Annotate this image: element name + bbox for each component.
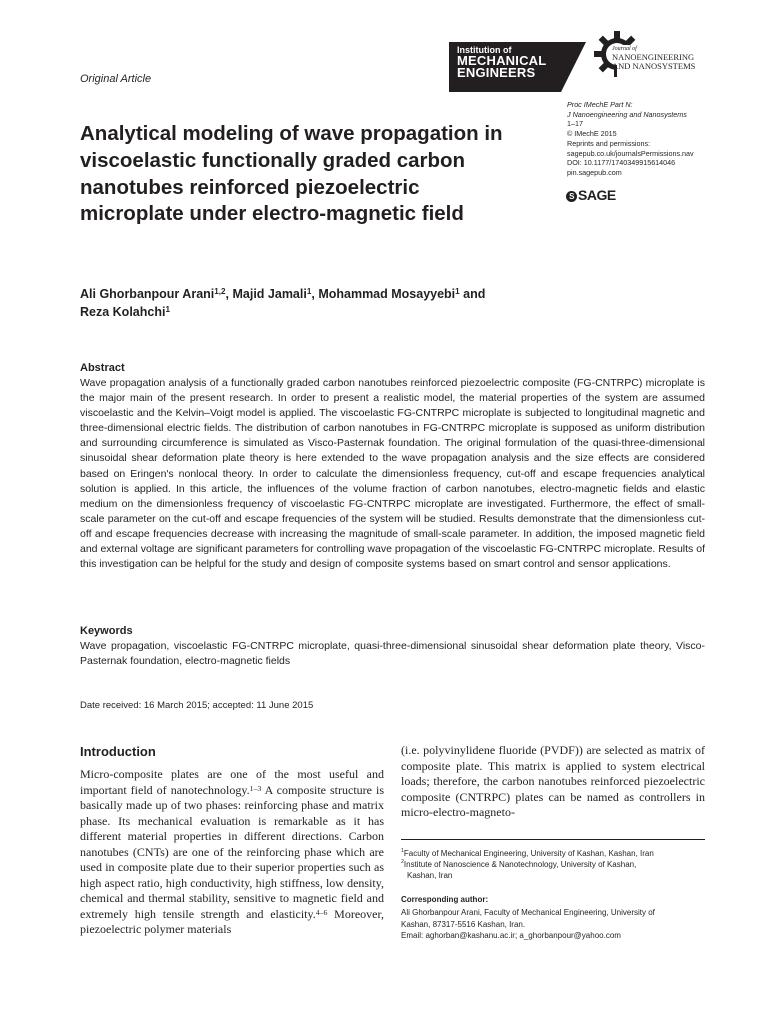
corresponding-author [401,907,705,942]
sage-logo [566,187,616,203]
affiliation-2 [401,859,705,870]
keywords-text: Wave propagation, viscoelastic FG-CNTRPC microplate, quasi-three-dimensional sinusoidal shear deformation plate theory, Visco-Pasternak foundation, electro-magnetic fields [80,640,705,668]
corr-line: Ali Ghorbanpour Arani, Faculty of Mechanical Engineering, University of [401,908,655,917]
meta-journal-name: J Nanoengineering and Nanosystems [567,109,687,119]
affiliation-text: Faculty of Mechanical Engineering, University of Kashan, Kashan, Iran [403,849,654,858]
corr-email[interactable]: Email: aghorban@kashanu.ac.ir; a_ghorbanpour@yahoo.com [401,931,621,940]
introduction-heading: Introduction [80,744,156,759]
footnote-divider [401,839,705,840]
article-type: Original Article [80,73,152,85]
author-affiliation: 1 [165,305,170,314]
publisher-line2: MECHANICAL [457,53,547,68]
meta-pages: 1–17 [567,119,583,129]
meta-doi[interactable]: DOI: 10.1177/1740349915614046 [567,158,676,168]
publication-meta [567,100,717,178]
date-received: Date received: 16 March 2015; accepted: 11 June 2015 [80,700,314,711]
keywords-heading: Keywords [80,625,133,637]
journal-name [612,46,695,70]
author-name: Majid Jamali [232,287,307,301]
introduction-right-column: (i.e. polyvinylidene fluoride (PVDF)) are selected as matrix of composite plate. This matrix is applied to system electrical loads; therefore, the carbon nanotubes reinforced piezoelectric composite (CNTRPC) plates can be named as controllers in micro-electro-magneto- [401,743,705,819]
abstract-heading: Abstract [80,362,125,374]
meta-site-link[interactable]: pin.sagepub.com [567,167,622,177]
meta-copyright: © IMechE 2015 [567,129,617,139]
paper-title: Analytical modeling of wave propagation in viscoelastic functionally graded carbon nanotubes reinforced piezoelectric microplate under electro-magnetic field [80,122,503,226]
journal-line1: NANOENGINEERING [612,52,695,62]
publisher-line3: ENGINEERS [457,65,536,80]
intro-text: Micro-composite plates are one of the most useful and important field of nanotechnology. [80,767,384,797]
meta-journal-part: Proc IMechE Part N: [567,100,633,109]
intro-text: Moreover, piezoelectric polymer materials [80,906,384,936]
journal-line2: AND NANOSYSTEMS [612,60,696,71]
sage-mark: S [566,191,577,202]
author-name: Reza Kolahchi [80,305,166,319]
affiliation-number: 2 [401,859,404,865]
corresponding-author-heading: Corresponding author: [401,895,489,904]
affiliation-text: Institute of Nanoscience & Nanotechnology, University of Kashan, [403,860,637,869]
author-affiliation: 1 [306,287,312,296]
abstract-text: Wave propagation analysis of a functionally graded carbon nanotubes reinforced piezoelectric composite (FG-CNTRPC) microplate is the major main of the present research. In order to present a realistic model, the material properties of the system are assumed viscoelastic and the Kelvin–Voigt model is applied. The viscoelastic FG-CNTRPC microplate is subjected to longitudinal magnetic and three-dimensional electric fields. The distribution of carbon nanotubes in FG-CNTRPC microplate is supposed as uniform distribution and surrounding circumference is simulated as Visco-Pasternak foundation. The original formulation of the quasi-three-dimensional sinusoidal shear deformation plate theory is here extended to the wave propagation analysis and the size effects are considered based on Eringen's nonlocal theory. In order to calculate the dimensionless frequency, cut-off and escape frequencies analytical solution is applied. In this article, the influences of the volume fraction of carbon nanotubes, electro-magnetic fields and elastic medium on the dimensionless frequency of viscoelastic FG-CNTRPC microplate are investigated. Furthermore, the effect of small-scale parameter on the cut-off and escape frequencies of the system will be studied. Results demonstrate that the dimensionless cut-off and escape frequencies decrease with increasing the magnitude of small-scale parameter. In addition, the imposed magnetic field and external voltage are significant parameters for controlling wave propagation of the viscoelastic FG-CNTRPC microplate. Results of this investigation can be helpful for the study and design of composite systems based on smart control and sensor applications. [80,377,705,571]
meta-permissions-link[interactable]: sagepub.co.uk/journalsPermissions.nav [567,148,694,158]
affiliation-2-cont: Kashan, Iran [407,871,453,880]
author-name: Mohammad Mosayyebi [318,287,456,301]
author-separator: , [225,287,233,301]
author-list [80,285,600,321]
author-affiliation: 1,2 [214,287,226,296]
citation[interactable]: 1–3 [249,783,262,793]
publisher-line1: Institution of [457,45,512,55]
sage-text: SAGE [578,187,616,203]
journal-prefix: Journal of [612,46,637,52]
author-separator: , [311,287,319,301]
affiliation-1 [401,848,705,859]
introduction-left-column [80,767,384,938]
affiliation-number: 1 [401,848,404,854]
citation[interactable]: 4–6 [315,907,328,917]
corr-line: Kashan, 87317-5516 Kashan, Iran. [401,919,526,929]
publisher-logo-text [457,45,546,79]
affiliations [401,848,705,881]
author-affiliation: 1 [455,287,460,296]
author-separator: and [459,287,486,301]
author-name: Ali Ghorbanpour Arani [80,287,215,301]
meta-reprints: Reprints and permissions: [567,138,651,148]
intro-text: A composite structure is basically made up of two phases: reinforcing phase and matrix phase. Its mechanical evaluation is remarkable as it has different material properties in different directions. Carbon nanotubes (CNTs) are one of the reinforcing phase which are used in composite plate due to their superior properties such as high aspect ratio, high conductivity, high stiffness, low density, chemical and thermal stability, sensitive to magnetic field and extremely high tensile strength and elasticity. [80,782,385,921]
